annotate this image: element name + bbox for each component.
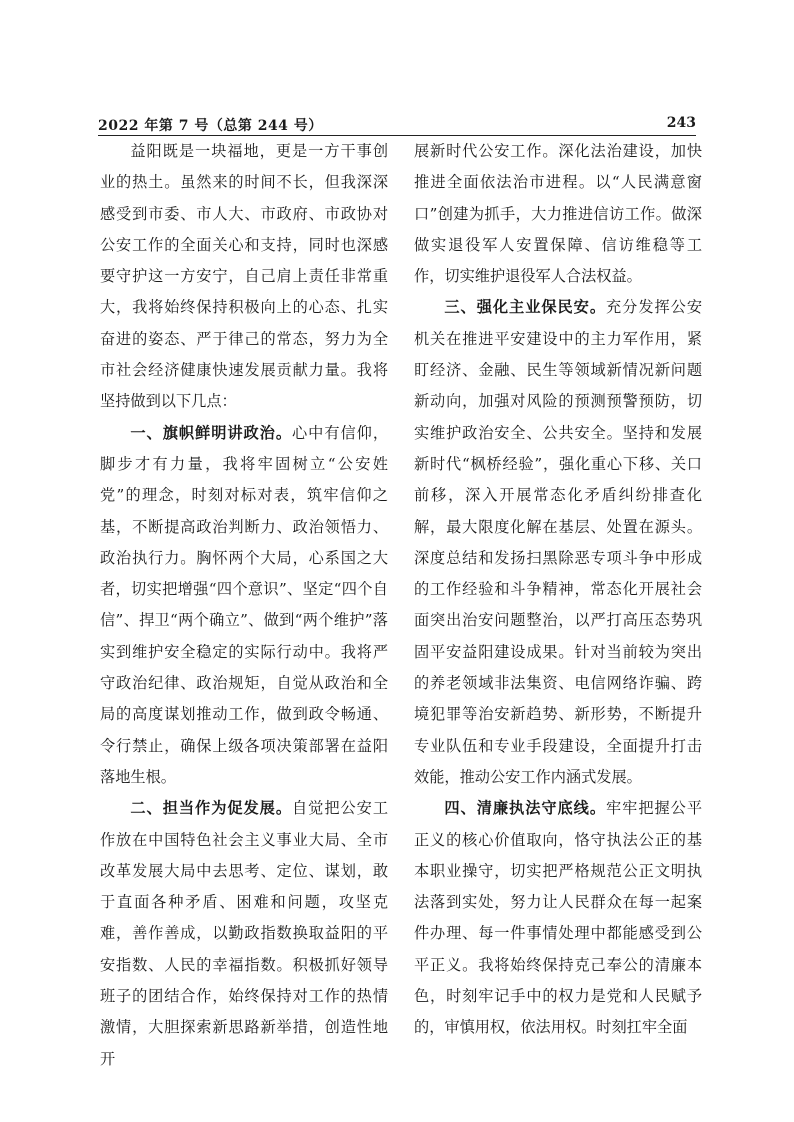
page-number: 243 — [666, 115, 696, 131]
issue-label: 2022 年第 7 号（总第 244 号） — [98, 118, 323, 134]
section-4-paragraph — [414, 793, 702, 1043]
section-1-body: 心中有信仰，脚步才有力量，我将牢固树立“公安姓党”的理念，时刻对标对表，筑牢信仰之基，不断提高政治判断力、政治领悟力、政治执行力。胸怀两个大局，心系国之大者，切实把增强“四个意识”、坚定“四个自信”、捍卫“两个确立”、做到“两个维护”落实到维护安全稳定的实际行动中。我将严守政治纪律、政治规矩，自觉从政治和全局的高度谋划推动工作，做到政令畅通、令行禁止，确保上级各项决策部署在益阳落地生根。 — [100, 423, 389, 786]
section-3-heading: 三、强化主业保民安。 — [444, 298, 607, 317]
section-2-continued: 展新时代公安工作。深化法治建设，加快推进全面依法治市进程。以“人民满意窗口”创建为抓手，大力推进信访工作。做深做实退役军人安置保障、信访维稳等工作，切实维护退役军人合法权益。 — [414, 142, 702, 286]
page-header — [98, 115, 696, 136]
section-4-heading: 四、清廉执法守底线。 — [444, 799, 607, 818]
right-column — [414, 136, 702, 1044]
left-column — [100, 136, 388, 1075]
section-2-paragraph — [100, 793, 388, 1075]
section-3-body: 充分发挥公安机关在推进平安建设中的主力军作用，紧盯经济、金融、民生等领域新情况新问题新动向，加强对风险的预测预警预防，切实维护政治安全、公共安全。坚持和发展新时代“枫桥经验”，强化重心下移、关口前移，深入开展常态化矛盾纠纷排查化解，最大限度化解在基层、处置在源头。深度总结和发扬扫黑除恶专项斗争中形成的工作经验和斗争精神，常态化开展社会面突出治安问题整治，以严打高压态势巩固平安益阳建设成果。针对当前较为突出的养老领域非法集资、电信网络诈骗、跨境犯罪等治安新趋势、新形势，不断提升专业队伍和专业手段建设，全面提升打击效能，推动公安工作内涵式发展。 — [414, 298, 703, 786]
section-1-paragraph — [100, 418, 388, 794]
intro-paragraph: 益阳既是一块福地，更是一方干事创业的热土。虽然来的时间不长，但我深深感受到市委、市人大、市政府、市政协对公安工作的全面关心和支持，同时也深感要守护这一方安宁，自己肩上责任非常重大，我将始终保持积极向上的心态、扎实奋进的姿态、严于律己的常态，努力为全市社会经济健康快速发展贡献力量。我将坚持做到以下几点： — [100, 142, 388, 411]
section-1-heading: 一、旗帜鲜明讲政治。 — [130, 423, 293, 442]
section-2-body: 自觉把公安工作放在中国特色社会主义事业大局、全市改革发展大局中去思考、定位、谋划，敢于直面各种矛盾、困难和问题，攻坚克难，善作善成，以勤政指数换取益阳的平安指数、人民的幸福指数。积极抓好领导班子的团结合作，始终保持对工作的热情激情，大胆探索新思路新举措，创造性地开 — [100, 799, 389, 1068]
section-2-heading: 二、担当作为促发展。 — [130, 799, 293, 818]
section-4-body: 牢牢把握公平正义的核心价值取向，恪守执法公正的基本职业操守，切实把严格规范公正文明执法落到实处，努力让人民群众在每一起案件办理、每一件事情处理中都能感受到公平正义。我将始终保持克己奉公的清廉本色，时刻牢记手中的权力是党和人民赋予的，审慎用权，依法用权。时刻扛牢全面 — [414, 799, 703, 1037]
section-3-paragraph — [414, 292, 702, 793]
